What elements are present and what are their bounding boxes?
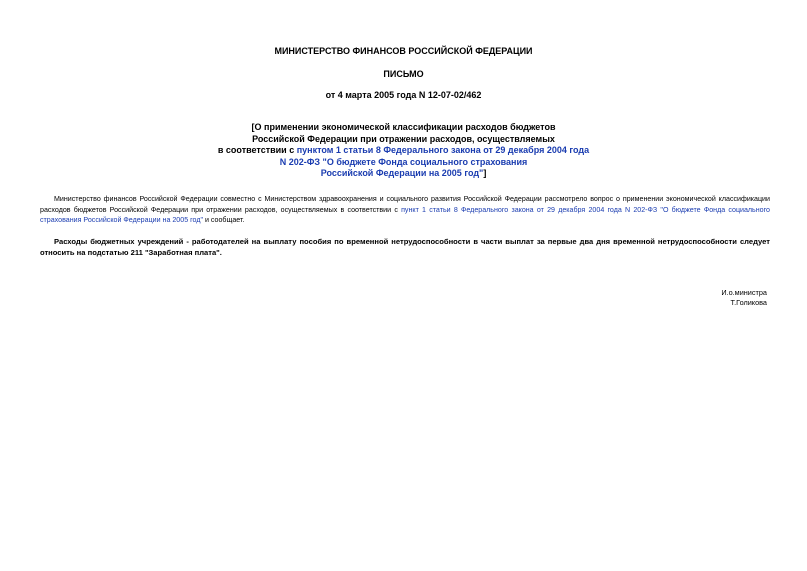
subject-line-1: [О применении экономической классификации расходов бюджетов [251,122,556,132]
body-paragraph-1 [40,194,770,226]
subject-line-3 [0,145,807,157]
subject-law-link-part-3[interactable]: Российской Федерации на 2005 год" [320,168,484,178]
ministry-title: МИНИСТЕРСТВО ФИНАНСОВ РОССИЙСКОЙ ФЕДЕРАЦИИ [274,46,533,56]
subject-line-5-suffix: ] [483,168,487,178]
subject-line-4 [0,157,807,169]
document-type: ПИСЬМО [383,69,424,79]
subject-law-link-part-2[interactable]: N 202-ФЗ "О бюджете Фонда социального страхования [279,156,528,167]
paragraph-1-law-link[interactable]: пункт 1 статьи 8 Федерального закона от 29 декабря 2004 года N 202-ФЗ "О бюджете Фонда социального страхования Российской Федерации на 2005 год" [40,205,770,224]
subject-law-link-part-1[interactable]: пунктом 1 статьи 8 Федерального закона от 29 декабря 2004 года [296,145,590,155]
document-subject [0,122,807,180]
paragraph-1-suffix: и сообщает. [203,216,245,224]
subject-line-5 [0,168,807,180]
subject-line-2: Российской Федерации при отражении расходов, осуществляемых [252,133,555,144]
document-date-number: от 4 марта 2005 года N 12-07-02/462 [325,90,482,100]
paragraph-1-text: Министерство финансов Российской Федерации совместно с Министерством здравоохранения и социального развития Российской Федерации рассмотрело вопрос о применении экономической классификации расходов бюджетов Российской Федерации при отражении расходов, осуществляемых в соответствии с [40,195,770,214]
signatory-role: И.о.министра [721,288,767,297]
body-paragraph-2: Расходы бюджетных учреждений - работодателей на выплату пособия по временной нетрудоспособности в части выплат за первые два дня временной нетрудоспособности следует относить на подстатью 211 "Заработная плата". [40,237,770,257]
signatory-name: Т.Голикова [730,298,767,307]
subject-line-3-prefix: в соответствии с [217,145,297,155]
